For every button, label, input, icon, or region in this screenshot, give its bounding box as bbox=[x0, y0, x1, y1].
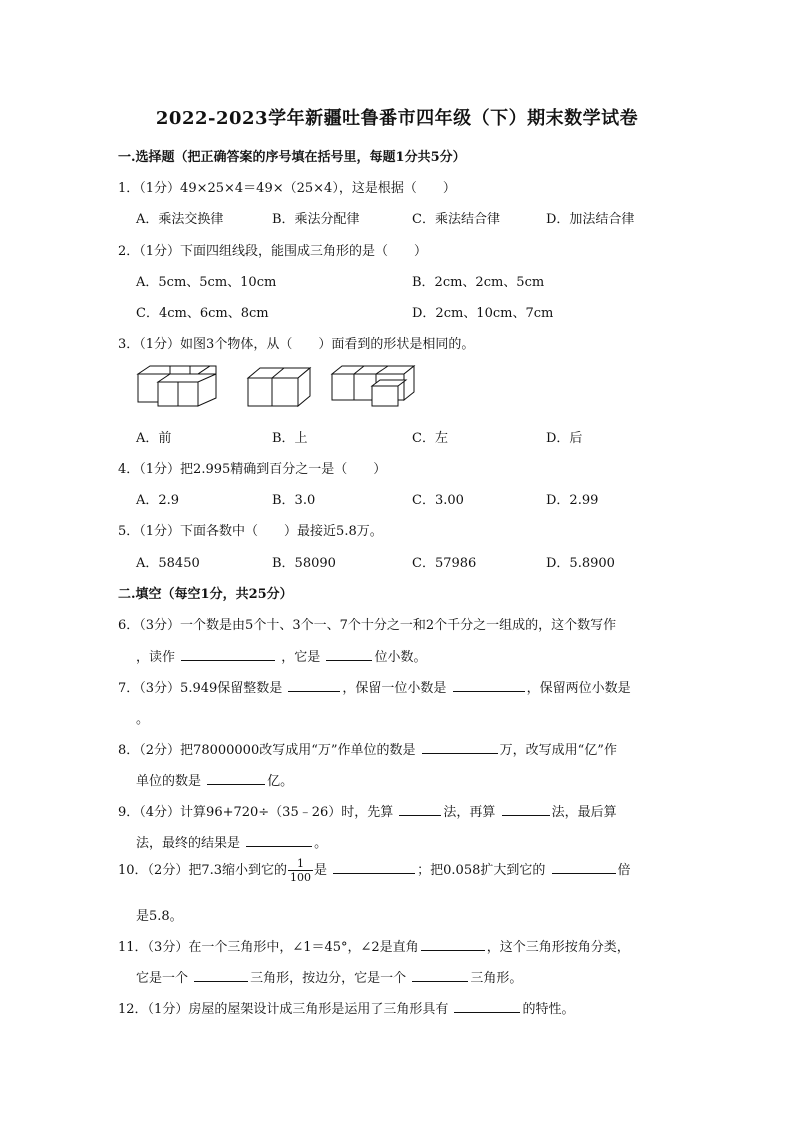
q8-text-b: 万，改写成用“亿”作 bbox=[499, 743, 617, 758]
q12-text-b: 的特性。 bbox=[522, 1002, 575, 1017]
q11-blank-angle3[interactable] bbox=[421, 938, 485, 951]
q1-option-b: B．乘法分配律 bbox=[272, 212, 360, 227]
q10-frac-denominator: 100 bbox=[290, 871, 311, 884]
q4-option-c: C．3.00 bbox=[412, 493, 464, 508]
object-1-figure bbox=[138, 366, 216, 406]
q9-blank-result[interactable] bbox=[246, 834, 312, 847]
question-6-line2 bbox=[136, 646, 426, 665]
q2-option-b: B．2cm、2cm、5cm bbox=[412, 275, 545, 290]
object-3-figure bbox=[332, 366, 414, 406]
q11-blank-side-type[interactable] bbox=[412, 969, 468, 982]
question-10-line2: 是5.8。 bbox=[136, 909, 183, 924]
q11-text-c: 它是一个 bbox=[136, 971, 189, 986]
q8-text-a: 8．（2分）把78000000改写成用“万”作单位的数是 bbox=[118, 743, 416, 758]
q1-option-c: C．乘法结合律 bbox=[412, 212, 500, 227]
q7-text-a: 7．（3分）5.949保留整数是 bbox=[118, 681, 283, 696]
q11-text-a: 11．（3分）在一个三角形中，∠1＝45°，∠2是直角 bbox=[118, 940, 419, 955]
q10-frac-numerator: 1 bbox=[288, 857, 313, 871]
q5-option-a: A．58450 bbox=[136, 556, 200, 571]
q6-blank-digits[interactable] bbox=[326, 648, 372, 661]
q3-option-c: C．左 bbox=[412, 431, 448, 446]
q10-text-d: 倍 bbox=[617, 863, 631, 878]
q4-option-a: A．2.9 bbox=[136, 493, 180, 508]
q11-text-b: ，这个三角形按角分类， bbox=[486, 940, 630, 955]
q12-text-a: 12．（1分）房屋的屋架设计成三角形是运用了三角形具有 bbox=[118, 1002, 449, 1017]
q9-text-e: 。 bbox=[314, 836, 328, 851]
q9-text-a: 9．（4分）计算96+720÷（35﹣26）时，先算 bbox=[118, 805, 394, 820]
question-9-line2 bbox=[136, 832, 327, 851]
q3-option-d: D．后 bbox=[546, 431, 583, 446]
q7-blank-integer[interactable] bbox=[288, 679, 340, 692]
q6-text-a: ，读作 bbox=[136, 650, 176, 665]
q8-text-c: 单位的数是 bbox=[136, 774, 202, 789]
q2-option-a: A．5cm、5cm、10cm bbox=[136, 275, 277, 290]
q6-blank-read[interactable] bbox=[181, 648, 275, 661]
q11-text-e: 三角形。 bbox=[470, 971, 523, 986]
cube-figures bbox=[134, 362, 424, 410]
section-fill-heading: 二.填空（每空1分，共25分） bbox=[118, 587, 293, 602]
question-8 bbox=[118, 739, 617, 758]
q2-option-d: D．2cm、10cm、7cm bbox=[412, 306, 554, 321]
q1-option-d: D．加法结合律 bbox=[546, 212, 635, 227]
q3-option-a: A．前 bbox=[136, 431, 172, 446]
q4-option-d: D．2.99 bbox=[546, 493, 599, 508]
q10-fraction bbox=[288, 857, 313, 884]
q10-blank-result[interactable] bbox=[333, 861, 415, 874]
question-10 bbox=[118, 857, 631, 884]
q6-text-b: ，它是 bbox=[281, 650, 321, 665]
q10-text-c: ；把0.058扩大到它的 bbox=[417, 863, 546, 878]
q6-text-c: 位小数。 bbox=[374, 650, 427, 665]
question-11-line2 bbox=[136, 967, 522, 986]
question-7 bbox=[118, 677, 631, 696]
q9-blank-first[interactable] bbox=[399, 803, 441, 816]
q7-text-c: ，保留两位小数是 bbox=[526, 681, 631, 696]
question-11 bbox=[118, 936, 630, 955]
question-8-line2 bbox=[136, 770, 293, 789]
q10-text-b: 是 bbox=[314, 863, 328, 878]
page-title: 2022-2023学年新疆吐鲁番市四年级（下）期末数学试卷 bbox=[155, 108, 639, 129]
q10-text-a: 10．（2分）把7.3缩小到它的 bbox=[118, 863, 287, 878]
question-6: 6．（3分）一个数是由5个十、3个一、7个十分之一和2个千分之一组成的，这个数写作 bbox=[118, 618, 617, 633]
q5-option-c: C．57986 bbox=[412, 556, 477, 571]
q3-option-b: B．上 bbox=[272, 431, 308, 446]
object-2-figure bbox=[248, 368, 310, 406]
question-3: 3．（1分）如图3个物体，从（ ）面看到的形状是相同的。 bbox=[118, 337, 475, 352]
question-9 bbox=[118, 801, 617, 820]
q9-text-b: 法，再算 bbox=[443, 805, 496, 820]
section-choice-heading: 一.选择题（把正确答案的序号填在括号里，每题1分共5分） bbox=[118, 150, 466, 165]
q8-text-d: 亿。 bbox=[267, 774, 294, 789]
question-7-line2: 。 bbox=[136, 712, 150, 727]
q2-option-c: C．4cm、6cm、8cm bbox=[136, 306, 269, 321]
q9-text-c: 法，最后算 bbox=[551, 805, 617, 820]
q9-text-d: 法，最终的结果是 bbox=[136, 836, 241, 851]
question-2: 2．（1分）下面四组线段，能围成三角形的是（ ） bbox=[118, 244, 428, 259]
q4-option-b: B．3.0 bbox=[272, 493, 316, 508]
q9-blank-second[interactable] bbox=[502, 803, 550, 816]
q11-text-d: 三角形，按边分，它是一个 bbox=[250, 971, 407, 986]
q7-text-b: ，保留一位小数是 bbox=[342, 681, 447, 696]
q10-blank-times[interactable] bbox=[552, 861, 616, 874]
question-1: 1．（1分）49×25×4＝49×（25×4），这是根据（ ） bbox=[118, 181, 456, 196]
q5-option-d: D．5.8900 bbox=[546, 556, 615, 571]
question-5: 5．（1分）下面各数中（ ）最接近5.8万。 bbox=[118, 524, 383, 539]
q12-blank-property[interactable] bbox=[454, 1000, 520, 1013]
q8-blank-wan[interactable] bbox=[422, 741, 498, 754]
question-12 bbox=[118, 998, 574, 1017]
question-4: 4．（1分）把2.995精确到百分之一是（ ） bbox=[118, 462, 387, 477]
q1-option-a: A．乘法交换律 bbox=[136, 212, 224, 227]
q5-option-b: B．58090 bbox=[272, 556, 336, 571]
q11-blank-angle-type[interactable] bbox=[194, 969, 248, 982]
q7-blank-one-decimal[interactable] bbox=[453, 679, 525, 692]
q8-blank-yi[interactable] bbox=[207, 772, 265, 785]
